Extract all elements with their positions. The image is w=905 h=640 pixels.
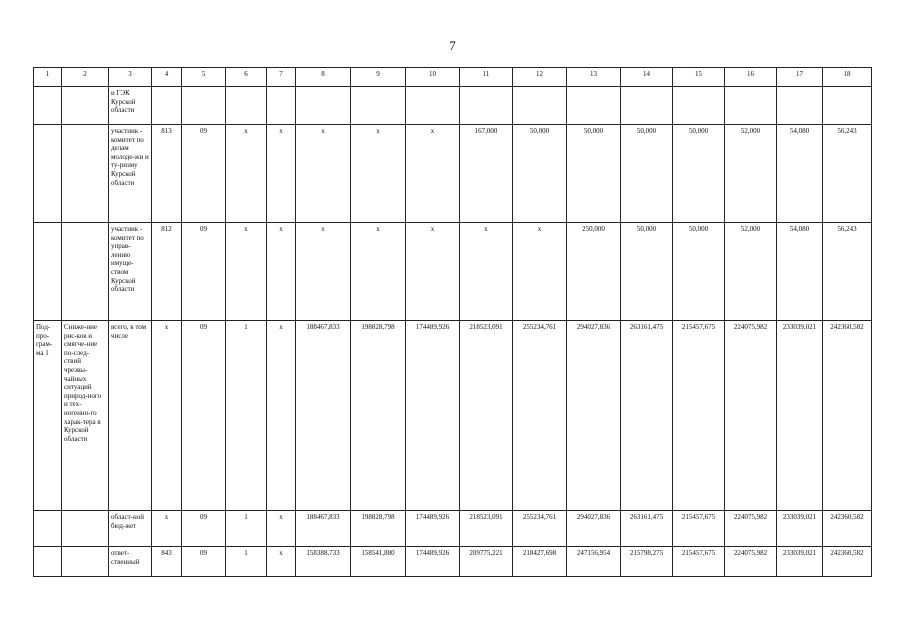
value-cell xyxy=(296,87,351,125)
value-cell: 174489,926 xyxy=(406,321,460,511)
col-header: 15 xyxy=(673,68,725,87)
value-cell: 218523,091 xyxy=(460,511,513,547)
value-cell: 224075,982 xyxy=(725,547,777,577)
value-cell xyxy=(567,87,621,125)
value-cell: 242360,582 xyxy=(823,321,872,511)
value-cell: 233039,021 xyxy=(777,547,823,577)
value-cell: 224075,982 xyxy=(725,321,777,511)
col-header: 10 xyxy=(406,68,460,87)
value-cell: 158541,880 xyxy=(351,547,406,577)
value-cell: 50,000 xyxy=(513,125,567,223)
page-number: 7 xyxy=(449,38,456,53)
value-cell: 158388,733 xyxy=(296,547,351,577)
value-cell: 50,000 xyxy=(621,223,673,321)
col-header: 18 xyxy=(823,68,872,87)
subprogram-cell xyxy=(34,511,62,547)
value-cell: 263161,475 xyxy=(621,321,673,511)
section-cell: 09 xyxy=(182,547,226,577)
value-cell: 247156,954 xyxy=(567,547,621,577)
value-cell: 233039,021 xyxy=(777,511,823,547)
value-cell: 174489,926 xyxy=(406,547,460,577)
value-cell: 215457,675 xyxy=(673,511,725,547)
program-cell: x xyxy=(226,125,267,223)
subprogram-code-cell xyxy=(267,87,296,125)
program-cell: 1 xyxy=(226,321,267,511)
table-row xyxy=(34,125,872,223)
subprogram-code-cell: x xyxy=(267,547,296,577)
subprogram-code-cell: x xyxy=(267,321,296,511)
value-cell: x xyxy=(351,125,406,223)
subprogram-cell: Под-про-грам-ма 1 xyxy=(34,321,62,511)
col-header: 9 xyxy=(351,68,406,87)
subprogram-code-cell: x xyxy=(267,511,296,547)
executor-cell: всего, в том числе xyxy=(109,321,152,511)
value-cell: 56,243 xyxy=(823,223,872,321)
col-header: 17 xyxy=(777,68,823,87)
section-cell: 09 xyxy=(182,511,226,547)
value-cell: 188467,833 xyxy=(296,511,351,547)
value-cell xyxy=(406,87,460,125)
section-cell xyxy=(182,87,226,125)
value-cell: 242360,582 xyxy=(823,547,872,577)
section-cell: 09 xyxy=(182,223,226,321)
value-cell: 188467,833 xyxy=(296,321,351,511)
title-cell xyxy=(62,223,109,321)
title-cell xyxy=(62,125,109,223)
value-cell: 56,243 xyxy=(823,125,872,223)
subprogram-cell xyxy=(34,547,62,577)
value-cell: 294027,836 xyxy=(567,511,621,547)
value-cell: 242360,582 xyxy=(823,511,872,547)
program-cell xyxy=(226,87,267,125)
value-cell: 50,000 xyxy=(621,125,673,223)
value-cell: 50,000 xyxy=(673,125,725,223)
code-cell: 813 xyxy=(152,125,182,223)
col-header: 3 xyxy=(109,68,152,87)
value-cell: 294027,836 xyxy=(567,321,621,511)
program-cell: 1 xyxy=(226,511,267,547)
executor-cell: участник - комитет по управ-лению имуще-ством Курской области xyxy=(109,223,152,321)
value-cell: x xyxy=(296,125,351,223)
code-cell: x xyxy=(152,321,182,511)
header-row xyxy=(34,68,872,87)
value-cell: x xyxy=(406,125,460,223)
value-cell: 198828,798 xyxy=(351,511,406,547)
value-cell: x xyxy=(296,223,351,321)
value-cell: 255234,761 xyxy=(513,511,567,547)
table-row xyxy=(34,547,872,577)
col-header: 13 xyxy=(567,68,621,87)
value-cell: 215457,675 xyxy=(673,547,725,577)
title-cell xyxy=(62,547,109,577)
subprogram-code-cell: x xyxy=(267,223,296,321)
col-header: 1 xyxy=(34,68,62,87)
section-cell: 09 xyxy=(182,321,226,511)
table-row xyxy=(34,223,872,321)
subprogram-cell xyxy=(34,223,62,321)
value-cell xyxy=(351,87,406,125)
value-cell: 209775,221 xyxy=(460,547,513,577)
value-cell xyxy=(513,87,567,125)
value-cell: 250,000 xyxy=(567,223,621,321)
value-cell: 263161,475 xyxy=(621,511,673,547)
col-header: 4 xyxy=(152,68,182,87)
value-cell: x xyxy=(351,223,406,321)
col-header: 16 xyxy=(725,68,777,87)
executor-cell: участник - комитет по делам молоде-жи и ту-ризму Курской области xyxy=(109,125,152,223)
value-cell: 52,000 xyxy=(725,125,777,223)
table-row xyxy=(34,87,872,125)
code-cell: 843 xyxy=(152,547,182,577)
subprogram-cell xyxy=(34,87,62,125)
executor-cell: и ГЭК Курской области xyxy=(109,87,152,125)
code-cell xyxy=(152,87,182,125)
value-cell: 215457,675 xyxy=(673,321,725,511)
value-cell: x xyxy=(460,223,513,321)
value-cell: 50,000 xyxy=(567,125,621,223)
table-row xyxy=(34,511,872,547)
executor-cell: ответ-ственный xyxy=(109,547,152,577)
value-cell: 54,080 xyxy=(777,125,823,223)
value-cell: 218523,091 xyxy=(460,321,513,511)
value-cell: 54,080 xyxy=(777,223,823,321)
value-cell: x xyxy=(513,223,567,321)
col-header: 7 xyxy=(267,68,296,87)
col-header: 11 xyxy=(460,68,513,87)
col-header: 8 xyxy=(296,68,351,87)
value-cell xyxy=(725,87,777,125)
value-cell xyxy=(621,87,673,125)
title-cell xyxy=(62,87,109,125)
col-header: 6 xyxy=(226,68,267,87)
program-cell: x xyxy=(226,223,267,321)
table-row xyxy=(34,321,872,511)
value-cell xyxy=(673,87,725,125)
executor-cell: област-ной бюд-жет xyxy=(109,511,152,547)
code-cell: x xyxy=(152,511,182,547)
value-cell: 167,000 xyxy=(460,125,513,223)
value-cell: 218427,698 xyxy=(513,547,567,577)
value-cell: 233039,021 xyxy=(777,321,823,511)
value-cell: 52,000 xyxy=(725,223,777,321)
value-cell: 50,000 xyxy=(673,223,725,321)
program-cell: 1 xyxy=(226,547,267,577)
title-cell xyxy=(62,511,109,547)
value-cell xyxy=(777,87,823,125)
value-cell xyxy=(823,87,872,125)
subprogram-code-cell: x xyxy=(267,125,296,223)
col-header: 14 xyxy=(621,68,673,87)
value-cell: 215798,275 xyxy=(621,547,673,577)
title-cell: Сниже-ние рис-ков и смягче-ние по-след-ствий чрезвы-чайных ситуаций природ-ного и тех-ногенно-го харак-тера в Курской области xyxy=(62,321,109,511)
value-cell: 224075,982 xyxy=(725,511,777,547)
code-cell: 812 xyxy=(152,223,182,321)
col-header: 12 xyxy=(513,68,567,87)
value-cell: 174489,926 xyxy=(406,511,460,547)
value-cell: x xyxy=(406,223,460,321)
col-header: 5 xyxy=(182,68,226,87)
budget-table xyxy=(33,67,872,577)
value-cell xyxy=(460,87,513,125)
subprogram-cell xyxy=(34,125,62,223)
value-cell: 255234,761 xyxy=(513,321,567,511)
value-cell: 198828,798 xyxy=(351,321,406,511)
section-cell: 09 xyxy=(182,125,226,223)
col-header: 2 xyxy=(62,68,109,87)
